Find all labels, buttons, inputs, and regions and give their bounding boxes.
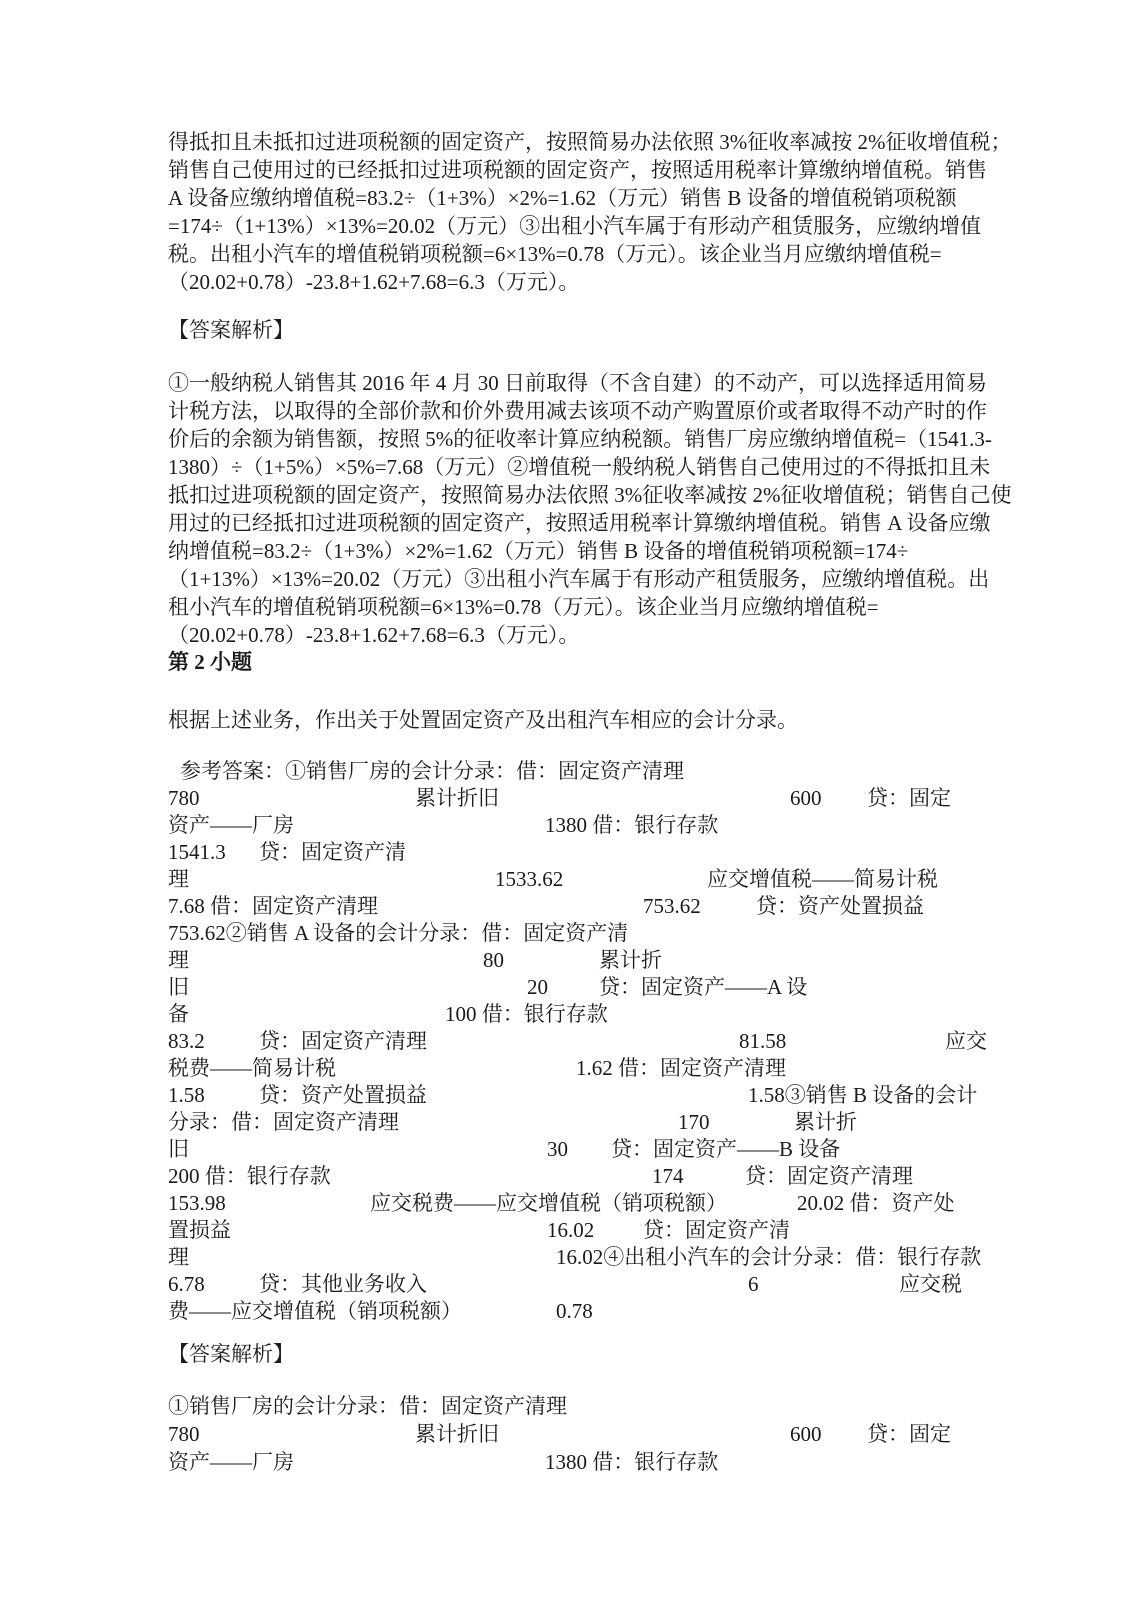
text-line: A 设备应缴纳增值税=83.2÷（1+3%）×2%=1.62（万元）销售 B 设备的增值税销项税额 <box>168 186 957 210</box>
entry-segment: 累计折旧 <box>415 786 499 810</box>
entry-segment: 16.02④出租小汽车的会计分录：借：银行存款 <box>556 1245 982 1269</box>
text-line: 得抵扣且未抵扣过进项税额的固定资产，按照简易办法依照 3%征收率减按 2%征收增值税； <box>168 130 1012 154</box>
text-line: （20.02+0.78）-23.8+1.62+7.68=6.3（万元）。 <box>168 623 580 647</box>
entry-segment: 753.62 <box>643 894 701 918</box>
entry-segment: 贷：固定 <box>867 786 951 810</box>
text-line: 纳增值税=83.2÷（1+3%）×2%=1.62（万元）销售 B 设备的增值税销项税额=174÷ <box>168 539 909 563</box>
text-line: 租小汽车的增值税销项税额=6×13%=0.78（万元）。该企业当月应缴纳增值税= <box>168 595 879 619</box>
entry-segment: 理 <box>168 867 189 891</box>
text-line: 销售自己使用过的已经抵扣过进项税额的固定资产，按照适用税率计算缴纳增值税。销售 <box>168 158 987 182</box>
entry-segment: 备 <box>168 1002 189 1026</box>
entry-segment: 1380 借：银行存款 <box>545 1450 719 1474</box>
entry-segment: 贷：资产处置损益 <box>756 894 924 918</box>
entry-segment: 贷：固定资产——A 设 <box>599 975 808 999</box>
entry-segment: 费——应交增值税（销项税额） <box>168 1299 462 1323</box>
text-line: （1+13%）×13%=20.02（万元）③出租小汽车属于有形动产租赁服务，应缴纳增值税。出 <box>168 567 990 591</box>
entry-segment: 780 <box>168 786 200 810</box>
entry-segment: 6.78 <box>168 1272 205 1296</box>
entry-segment: 贷：其他业务收入 <box>259 1272 427 1296</box>
entry-segment: 贷：固定资产——B 设备 <box>611 1137 841 1161</box>
entry-segment: 参考答案：①销售厂房的会计分录：借：固定资产清理 <box>180 759 684 783</box>
entry-segment: 贷：固定资产清理 <box>745 1164 913 1188</box>
answer-analysis-heading-1: 【答案解析】 <box>168 318 294 342</box>
question-2-prompt: 根据上述业务，作出关于处置固定资产及出租汽车相应的会计分录。 <box>168 708 798 732</box>
text-line: 1380）÷（1+5%）×5%=7.68（万元）②增值税一般纳税人销售自己使用过的不得抵扣且未 <box>168 455 991 479</box>
entry-segment: 16.02 <box>547 1218 595 1242</box>
entry-segment: 6 <box>748 1272 759 1296</box>
entry-segment: 20.02 借：资产处 <box>797 1191 955 1215</box>
text-line: 抵扣过进项税额的固定资产，按照简易办法依照 3%征收率减按 2%征收增值税；销售自己使 <box>168 483 1012 507</box>
entry-segment: 20 <box>527 975 548 999</box>
entry-segment: 旧 <box>168 975 189 999</box>
text-line: 税。出租小汽车的增值税销项税额=6×13%=0.78（万元）。该企业当月应缴纳增值税= <box>168 242 942 266</box>
entry-segment: 贷：固定资产清理 <box>259 1029 427 1053</box>
answer-analysis-paragraph <box>168 369 1011 649</box>
entry-segment: ①销售厂房的会计分录：借：固定资产清理 <box>168 1394 567 1418</box>
answer-analysis-heading-2: 【答案解析】 <box>168 1342 294 1366</box>
text-line: 用过的已经抵扣过进项税额的固定资产，按照适用税率计算缴纳增值税。销售 A 设备应缴 <box>168 511 991 535</box>
entry-segment: 1.58 <box>168 1083 205 1107</box>
entry-segment: 100 借：银行存款 <box>445 1002 608 1026</box>
entry-segment: 80 <box>483 948 504 972</box>
entry-segment: 1533.62 <box>495 867 564 891</box>
entry-segment: 累计折 <box>794 1110 857 1134</box>
entry-segment: 累计折 <box>599 948 662 972</box>
text-line: （20.02+0.78）-23.8+1.62+7.68=6.3（万元）。 <box>168 270 580 294</box>
entry-segment: 7.68 借：固定资产清理 <box>168 894 378 918</box>
entry-segment: 1541.3 <box>168 840 226 864</box>
entry-segment: 0.78 <box>556 1299 593 1323</box>
entry-segment: 174 <box>652 1164 684 1188</box>
entry-segment: 753.62②销售 A 设备的会计分录：借：固定资产清 <box>168 921 629 945</box>
entry-segment: 资产——厂房 <box>168 813 294 837</box>
entry-segment: 置损益 <box>168 1218 231 1242</box>
entry-segment: 理 <box>168 1245 189 1269</box>
entry-segment: 81.58 <box>739 1029 787 1053</box>
entry-segment: 83.2 <box>168 1029 205 1053</box>
entry-segment: 应交税费——应交增值税（销项税额） <box>370 1191 727 1215</box>
vat-calculation-paragraph <box>168 128 1011 296</box>
entry-segment: 1.62 借：固定资产清理 <box>576 1056 786 1080</box>
entry-segment: 贷：固定资产清 <box>259 840 406 864</box>
text-line: ①一般纳税人销售其 2016 年 4 月 30 日前取得（不含自建）的不动产，可以选择适用简易 <box>168 371 987 395</box>
entry-segment: 累计折旧 <box>415 1422 499 1446</box>
entry-segment: 153.98 <box>168 1191 226 1215</box>
entry-segment: 应交增值税——简易计税 <box>707 867 938 891</box>
entry-segment: 600 <box>790 1422 822 1446</box>
entry-segment: 应交 <box>945 1029 987 1053</box>
entry-segment: 1380 借：银行存款 <box>545 813 719 837</box>
text-line: 价后的余额为销售额，按照 5%的征收率计算应纳税额。销售厂房应缴纳增值税=（1541.3- <box>168 427 992 451</box>
entry-segment: 理 <box>168 948 189 972</box>
entry-segment: 200 借：银行存款 <box>168 1164 331 1188</box>
entry-segment: 贷：固定资产清 <box>643 1218 790 1242</box>
entry-segment: 1.58③销售 B 设备的会计 <box>748 1083 978 1107</box>
question-2-heading: 第 2 小题 <box>168 650 252 674</box>
entry-segment: 30 <box>547 1137 568 1161</box>
text-line: =174÷（1+13%）×13%=20.02（万元）③出租小汽车属于有形动产租赁服务，应缴纳增值 <box>168 214 982 238</box>
entry-segment: 应交税 <box>899 1272 962 1296</box>
entry-segment: 780 <box>168 1422 200 1446</box>
entry-segment: 税费——简易计税 <box>168 1056 336 1080</box>
entry-segment: 600 <box>790 786 822 810</box>
entry-segment: 资产——厂房 <box>168 1450 294 1474</box>
entry-segment: 170 <box>678 1110 710 1134</box>
entry-segment: 贷：固定 <box>867 1422 951 1446</box>
entry-segment: 贷：资产处置损益 <box>259 1083 427 1107</box>
text-line: 计税方法，以取得的全部价款和价外费用减去该项不动产购置原价或者取得不动产时的作 <box>168 399 987 423</box>
entry-segment: 旧 <box>168 1137 189 1161</box>
entry-segment: 分录：借：固定资产清理 <box>168 1110 399 1134</box>
